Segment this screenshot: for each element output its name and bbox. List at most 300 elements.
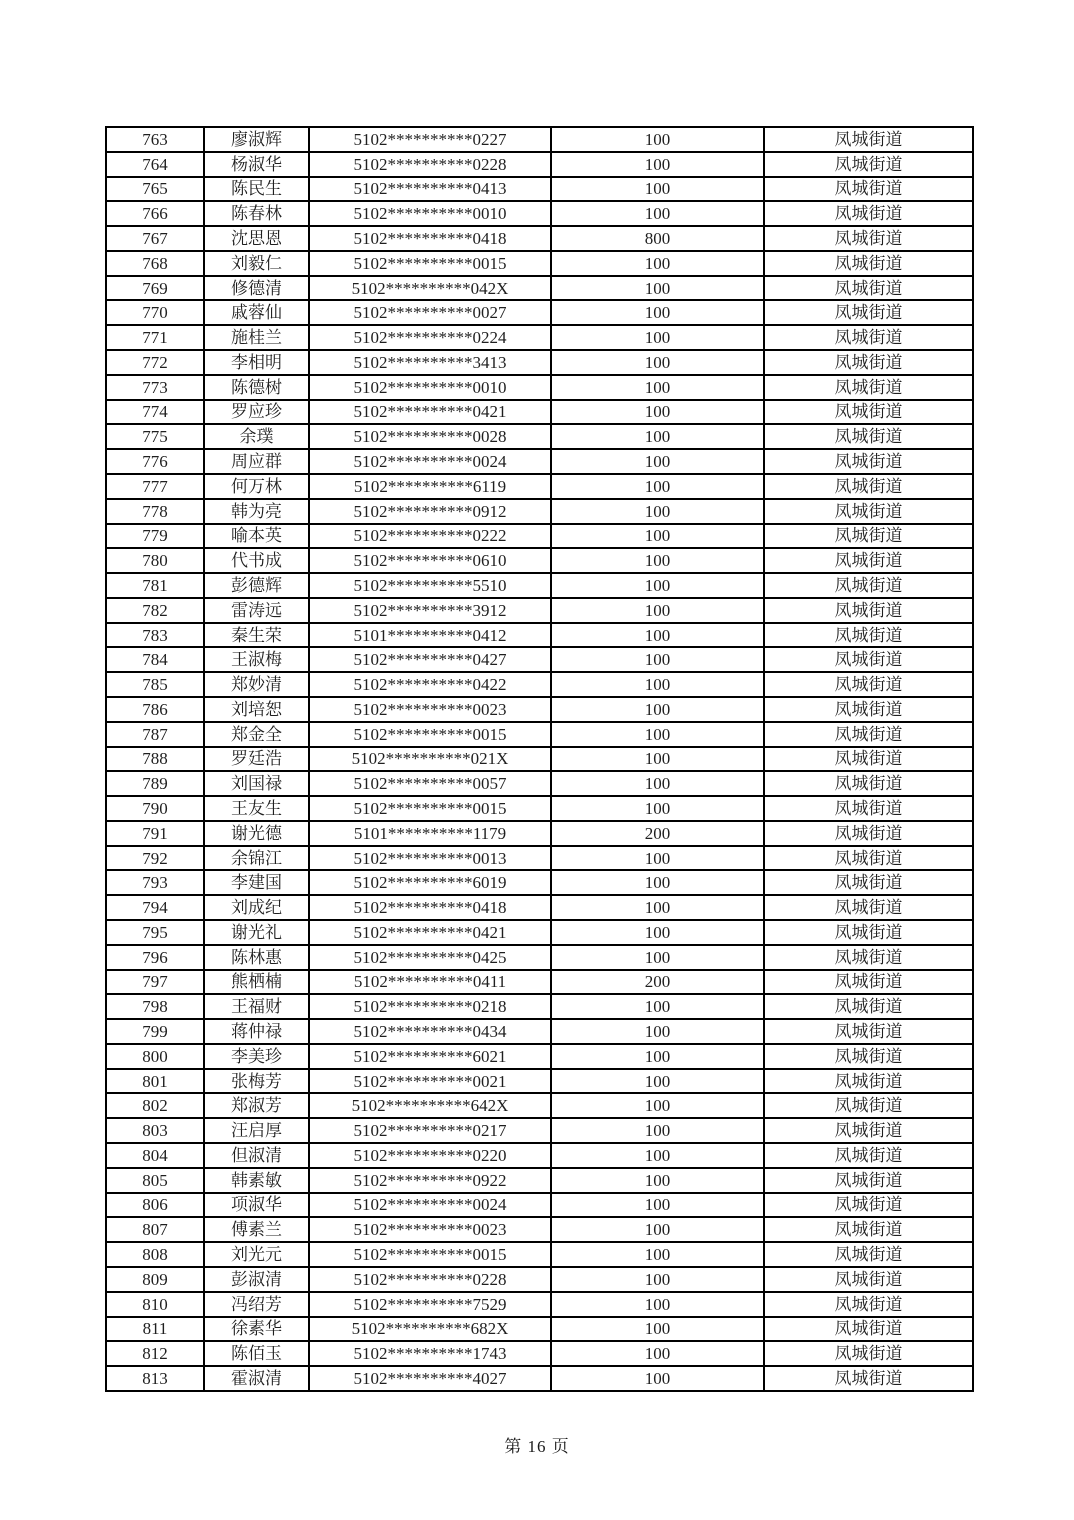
table-cell: 774 bbox=[106, 400, 204, 425]
table-cell: 凤城街道 bbox=[764, 1118, 973, 1143]
table-cell: 5102**********0021 bbox=[309, 1069, 551, 1094]
table-cell: 5102**********0028 bbox=[309, 424, 551, 449]
table-cell: 812 bbox=[106, 1341, 204, 1366]
table-cell: 768 bbox=[106, 251, 204, 276]
table-cell: 凤城街道 bbox=[764, 945, 973, 970]
table-cell: 5102**********682X bbox=[309, 1317, 551, 1342]
table-cell: 凤城街道 bbox=[764, 226, 973, 251]
table-cell: 100 bbox=[551, 251, 764, 276]
table-cell: 778 bbox=[106, 499, 204, 524]
table-cell: 凤城街道 bbox=[764, 1143, 973, 1168]
table-cell: 777 bbox=[106, 474, 204, 499]
table-cell: 凤城街道 bbox=[764, 449, 973, 474]
table-cell: 806 bbox=[106, 1193, 204, 1218]
table-cell: 廖淑辉 bbox=[204, 127, 309, 152]
table-cell: 余璞 bbox=[204, 424, 309, 449]
table-row bbox=[106, 994, 973, 1019]
table-cell: 凤城街道 bbox=[764, 647, 973, 672]
table-cell: 杨淑华 bbox=[204, 152, 309, 177]
table-cell: 凤城街道 bbox=[764, 424, 973, 449]
table-row bbox=[106, 424, 973, 449]
table-cell: 刘光元 bbox=[204, 1242, 309, 1267]
table-cell: 王福财 bbox=[204, 994, 309, 1019]
table-cell: 100 bbox=[551, 920, 764, 945]
table-cell: 凤城街道 bbox=[764, 1193, 973, 1218]
table-cell: 5102**********0422 bbox=[309, 672, 551, 697]
table-cell: 100 bbox=[551, 1069, 764, 1094]
table-cell: 766 bbox=[106, 201, 204, 226]
table-cell: 807 bbox=[106, 1217, 204, 1242]
table-cell: 100 bbox=[551, 697, 764, 722]
table-cell: 凤城街道 bbox=[764, 1242, 973, 1267]
table-cell: 凤城街道 bbox=[764, 350, 973, 375]
table-row bbox=[106, 276, 973, 301]
table-row bbox=[106, 672, 973, 697]
table-cell: 霍淑清 bbox=[204, 1366, 309, 1391]
table-cell: 凤城街道 bbox=[764, 548, 973, 573]
table-cell: 802 bbox=[106, 1093, 204, 1118]
table-cell: 5102**********0015 bbox=[309, 722, 551, 747]
table-row bbox=[106, 1267, 973, 1292]
table-cell: 凤城街道 bbox=[764, 870, 973, 895]
table-cell: 刘成纪 bbox=[204, 895, 309, 920]
table-cell: 100 bbox=[551, 400, 764, 425]
table-cell: 李美珍 bbox=[204, 1044, 309, 1069]
table-row bbox=[106, 647, 973, 672]
table-row bbox=[106, 895, 973, 920]
table-cell: 809 bbox=[106, 1267, 204, 1292]
table-cell: 100 bbox=[551, 1118, 764, 1143]
table-cell: 5102**********0421 bbox=[309, 920, 551, 945]
table-cell: 5102**********0015 bbox=[309, 251, 551, 276]
table-row bbox=[106, 1044, 973, 1069]
table-cell: 郑淑芳 bbox=[204, 1093, 309, 1118]
table-cell: 凤城街道 bbox=[764, 251, 973, 276]
table-cell: 5102**********0411 bbox=[309, 970, 551, 995]
table-cell: 801 bbox=[106, 1069, 204, 1094]
table-cell: 郑金全 bbox=[204, 722, 309, 747]
table-cell: 100 bbox=[551, 350, 764, 375]
table-cell: 100 bbox=[551, 1019, 764, 1044]
table-cell: 805 bbox=[106, 1168, 204, 1193]
table-cell: 凤城街道 bbox=[764, 895, 973, 920]
table-cell: 雷涛远 bbox=[204, 598, 309, 623]
table-row bbox=[106, 1069, 973, 1094]
table-cell: 凤城街道 bbox=[764, 1168, 973, 1193]
table-cell: 汪启厚 bbox=[204, 1118, 309, 1143]
table-cell: 100 bbox=[551, 548, 764, 573]
table-cell: 5102**********0418 bbox=[309, 226, 551, 251]
table-cell: 凤城街道 bbox=[764, 1069, 973, 1094]
table-cell: 100 bbox=[551, 647, 764, 672]
table-cell: 765 bbox=[106, 177, 204, 202]
table-cell: 100 bbox=[551, 524, 764, 549]
table-cell: 100 bbox=[551, 895, 764, 920]
table-row bbox=[106, 325, 973, 350]
roster-table-body bbox=[106, 127, 973, 1391]
table-cell: 5102**********0024 bbox=[309, 1193, 551, 1218]
table-row bbox=[106, 152, 973, 177]
table-cell: 刘毅仁 bbox=[204, 251, 309, 276]
table-row bbox=[106, 1019, 973, 1044]
table-cell: 项淑华 bbox=[204, 1193, 309, 1218]
table-cell: 凤城街道 bbox=[764, 796, 973, 821]
table-cell: 100 bbox=[551, 1168, 764, 1193]
table-row bbox=[106, 623, 973, 648]
table-cell: 凤城街道 bbox=[764, 970, 973, 995]
table-cell: 施桂兰 bbox=[204, 325, 309, 350]
table-cell: 凤城街道 bbox=[764, 573, 973, 598]
table-cell: 779 bbox=[106, 524, 204, 549]
table-cell: 803 bbox=[106, 1118, 204, 1143]
table-cell: 804 bbox=[106, 1143, 204, 1168]
table-row bbox=[106, 1341, 973, 1366]
table-cell: 100 bbox=[551, 672, 764, 697]
table-cell: 秦生荣 bbox=[204, 623, 309, 648]
table-cell: 凤城街道 bbox=[764, 201, 973, 226]
table-row bbox=[106, 747, 973, 772]
table-cell: 王淑梅 bbox=[204, 647, 309, 672]
table-cell: 凤城街道 bbox=[764, 623, 973, 648]
table-cell: 808 bbox=[106, 1242, 204, 1267]
table-cell: 罗廷浩 bbox=[204, 747, 309, 772]
table-cell: 张梅芳 bbox=[204, 1069, 309, 1094]
table-row bbox=[106, 375, 973, 400]
table-cell: 凤城街道 bbox=[764, 152, 973, 177]
table-cell: 783 bbox=[106, 623, 204, 648]
table-cell: 修德清 bbox=[204, 276, 309, 301]
table-cell: 5102**********0220 bbox=[309, 1143, 551, 1168]
table-cell: 余锦江 bbox=[204, 846, 309, 871]
table-cell: 773 bbox=[106, 375, 204, 400]
table-cell: 810 bbox=[106, 1292, 204, 1317]
table-cell: 813 bbox=[106, 1366, 204, 1391]
table-cell: 彭淑清 bbox=[204, 1267, 309, 1292]
table-cell: 5102**********0912 bbox=[309, 499, 551, 524]
table-cell: 郑妙清 bbox=[204, 672, 309, 697]
table-row bbox=[106, 548, 973, 573]
table-cell: 5102**********0922 bbox=[309, 1168, 551, 1193]
table-cell: 5102**********0010 bbox=[309, 201, 551, 226]
table-cell: 100 bbox=[551, 1317, 764, 1342]
table-cell: 凤城街道 bbox=[764, 672, 973, 697]
table-row bbox=[106, 945, 973, 970]
table-cell: 794 bbox=[106, 895, 204, 920]
table-cell: 凤城街道 bbox=[764, 1341, 973, 1366]
table-cell: 戚蓉仙 bbox=[204, 300, 309, 325]
table-row bbox=[106, 1217, 973, 1242]
table-row bbox=[106, 870, 973, 895]
table-cell: 5102**********1743 bbox=[309, 1341, 551, 1366]
table-row bbox=[106, 1317, 973, 1342]
table-cell: 788 bbox=[106, 747, 204, 772]
table-row bbox=[106, 1168, 973, 1193]
table-cell: 772 bbox=[106, 350, 204, 375]
table-row bbox=[106, 127, 973, 152]
table-cell: 100 bbox=[551, 1341, 764, 1366]
table-cell: 5102**********0010 bbox=[309, 375, 551, 400]
table-cell: 凤城街道 bbox=[764, 1217, 973, 1242]
table-cell: 800 bbox=[106, 1044, 204, 1069]
table-cell: 796 bbox=[106, 945, 204, 970]
table-cell: 谢光礼 bbox=[204, 920, 309, 945]
table-cell: 767 bbox=[106, 226, 204, 251]
table-cell: 5102**********0228 bbox=[309, 152, 551, 177]
table-cell: 彭德辉 bbox=[204, 573, 309, 598]
table-cell: 5102**********5510 bbox=[309, 573, 551, 598]
table-cell: 786 bbox=[106, 697, 204, 722]
table-cell: 韩素敏 bbox=[204, 1168, 309, 1193]
table-cell: 5102**********4027 bbox=[309, 1366, 551, 1391]
table-row bbox=[106, 1242, 973, 1267]
table-cell: 763 bbox=[106, 127, 204, 152]
table-cell: 凤城街道 bbox=[764, 1044, 973, 1069]
table-cell: 凤城街道 bbox=[764, 375, 973, 400]
table-cell: 797 bbox=[106, 970, 204, 995]
table-cell: 凤城街道 bbox=[764, 920, 973, 945]
table-cell: 100 bbox=[551, 994, 764, 1019]
table-cell: 785 bbox=[106, 672, 204, 697]
table-cell: 100 bbox=[551, 747, 764, 772]
table-cell: 100 bbox=[551, 201, 764, 226]
table-cell: 5102**********0228 bbox=[309, 1267, 551, 1292]
table-cell: 5102**********0418 bbox=[309, 895, 551, 920]
table-row bbox=[106, 177, 973, 202]
table-cell: 5102**********6019 bbox=[309, 870, 551, 895]
table-cell: 100 bbox=[551, 796, 764, 821]
table-cell: 764 bbox=[106, 152, 204, 177]
table-cell: 100 bbox=[551, 300, 764, 325]
table-row bbox=[106, 251, 973, 276]
table-cell: 5101**********1179 bbox=[309, 821, 551, 846]
table-cell: 凤城街道 bbox=[764, 598, 973, 623]
table-cell: 100 bbox=[551, 1093, 764, 1118]
page-number: 第 16 页 bbox=[504, 1437, 570, 1456]
table-cell: 782 bbox=[106, 598, 204, 623]
table-cell: 凤城街道 bbox=[764, 821, 973, 846]
table-cell: 5102**********0421 bbox=[309, 400, 551, 425]
table-cell: 791 bbox=[106, 821, 204, 846]
table-cell: 5102**********642X bbox=[309, 1093, 551, 1118]
table-row bbox=[106, 846, 973, 871]
table-row bbox=[106, 1292, 973, 1317]
table-cell: 何万林 bbox=[204, 474, 309, 499]
table-cell: 781 bbox=[106, 573, 204, 598]
table-cell: 5102**********0027 bbox=[309, 300, 551, 325]
table-cell: 蒋仲禄 bbox=[204, 1019, 309, 1044]
table-cell: 5101**********0412 bbox=[309, 623, 551, 648]
table-row bbox=[106, 449, 973, 474]
table-cell: 陈林惠 bbox=[204, 945, 309, 970]
table-cell: 凤城街道 bbox=[764, 697, 973, 722]
table-cell: 100 bbox=[551, 449, 764, 474]
table-cell: 784 bbox=[106, 647, 204, 672]
table-cell: 陈民生 bbox=[204, 177, 309, 202]
table-cell: 但淑清 bbox=[204, 1143, 309, 1168]
table-cell: 徐素华 bbox=[204, 1317, 309, 1342]
table-cell: 5102**********0013 bbox=[309, 846, 551, 871]
table-cell: 凤城街道 bbox=[764, 722, 973, 747]
table-cell: 798 bbox=[106, 994, 204, 1019]
table-cell: 795 bbox=[106, 920, 204, 945]
table-cell: 凤城街道 bbox=[764, 1019, 973, 1044]
table-cell: 5102**********0610 bbox=[309, 548, 551, 573]
table-cell: 5102**********0218 bbox=[309, 994, 551, 1019]
table-cell: 5102**********0224 bbox=[309, 325, 551, 350]
table-cell: 冯绍芳 bbox=[204, 1292, 309, 1317]
table-cell: 790 bbox=[106, 796, 204, 821]
table-cell: 100 bbox=[551, 573, 764, 598]
table-cell: 811 bbox=[106, 1317, 204, 1342]
table-cell: 5102**********0434 bbox=[309, 1019, 551, 1044]
table-cell: 100 bbox=[551, 846, 764, 871]
table-row bbox=[106, 697, 973, 722]
table-cell: 100 bbox=[551, 722, 764, 747]
table-cell: 5102**********0023 bbox=[309, 1217, 551, 1242]
table-cell: 凤城街道 bbox=[764, 325, 973, 350]
table-cell: 799 bbox=[106, 1019, 204, 1044]
table-cell: 刘国禄 bbox=[204, 771, 309, 796]
table-cell: 100 bbox=[551, 499, 764, 524]
table-row bbox=[106, 920, 973, 945]
table-cell: 凤城街道 bbox=[764, 499, 973, 524]
table-row bbox=[106, 1366, 973, 1391]
table-cell: 5102**********0427 bbox=[309, 647, 551, 672]
table-cell: 凤城街道 bbox=[764, 474, 973, 499]
table-cell: 100 bbox=[551, 771, 764, 796]
table-cell: 100 bbox=[551, 1044, 764, 1069]
table-cell: 200 bbox=[551, 821, 764, 846]
table-cell: 王友生 bbox=[204, 796, 309, 821]
table-cell: 5102**********0222 bbox=[309, 524, 551, 549]
table-cell: 陈春林 bbox=[204, 201, 309, 226]
table-cell: 凤城街道 bbox=[764, 1093, 973, 1118]
table-cell: 780 bbox=[106, 548, 204, 573]
table-cell: 凤城街道 bbox=[764, 300, 973, 325]
table-cell: 凤城街道 bbox=[764, 1317, 973, 1342]
table-cell: 792 bbox=[106, 846, 204, 871]
table-row bbox=[106, 350, 973, 375]
table-cell: 5102**********0413 bbox=[309, 177, 551, 202]
table-row bbox=[106, 821, 973, 846]
table-cell: 罗应珍 bbox=[204, 400, 309, 425]
table-cell: 100 bbox=[551, 598, 764, 623]
table-cell: 100 bbox=[551, 1267, 764, 1292]
table-cell: 凤城街道 bbox=[764, 1267, 973, 1292]
table-cell: 凤城街道 bbox=[764, 1366, 973, 1391]
table-row bbox=[106, 201, 973, 226]
table-cell: 5102**********0057 bbox=[309, 771, 551, 796]
table-cell: 凤城街道 bbox=[764, 524, 973, 549]
table-cell: 100 bbox=[551, 127, 764, 152]
table-cell: 100 bbox=[551, 945, 764, 970]
table-cell: 100 bbox=[551, 870, 764, 895]
table-cell: 沈思恩 bbox=[204, 226, 309, 251]
table-row bbox=[106, 300, 973, 325]
table-cell: 775 bbox=[106, 424, 204, 449]
table-cell: 凤城街道 bbox=[764, 276, 973, 301]
table-row bbox=[106, 970, 973, 995]
table-row bbox=[106, 722, 973, 747]
table-cell: 熊栖楠 bbox=[204, 970, 309, 995]
table-row bbox=[106, 1118, 973, 1143]
table-cell: 789 bbox=[106, 771, 204, 796]
table-cell: 100 bbox=[551, 1193, 764, 1218]
table-cell: 5102**********3912 bbox=[309, 598, 551, 623]
table-cell: 陈佰玉 bbox=[204, 1341, 309, 1366]
table-cell: 100 bbox=[551, 276, 764, 301]
table-cell: 5102**********6119 bbox=[309, 474, 551, 499]
table-cell: 5102**********0015 bbox=[309, 1242, 551, 1267]
table-cell: 陈德树 bbox=[204, 375, 309, 400]
table-cell: 200 bbox=[551, 970, 764, 995]
table-row bbox=[106, 499, 973, 524]
table-cell: 傅素兰 bbox=[204, 1217, 309, 1242]
table-cell: 100 bbox=[551, 623, 764, 648]
table-cell: 5102**********0217 bbox=[309, 1118, 551, 1143]
table-cell: 793 bbox=[106, 870, 204, 895]
table-cell: 776 bbox=[106, 449, 204, 474]
table-cell: 100 bbox=[551, 375, 764, 400]
table-cell: 100 bbox=[551, 424, 764, 449]
table-cell: 800 bbox=[551, 226, 764, 251]
table-cell: 5102**********0024 bbox=[309, 449, 551, 474]
table-row bbox=[106, 1093, 973, 1118]
roster-table bbox=[105, 126, 974, 1392]
table-row bbox=[106, 524, 973, 549]
table-cell: 100 bbox=[551, 177, 764, 202]
table-cell: 凤城街道 bbox=[764, 846, 973, 871]
table-cell: 771 bbox=[106, 325, 204, 350]
table-cell: 刘培恕 bbox=[204, 697, 309, 722]
table-cell: 5102**********3413 bbox=[309, 350, 551, 375]
table-cell: 凤城街道 bbox=[764, 1292, 973, 1317]
table-cell: 凤城街道 bbox=[764, 400, 973, 425]
table-cell: 100 bbox=[551, 1366, 764, 1391]
table-row bbox=[106, 598, 973, 623]
table-cell: 李建国 bbox=[204, 870, 309, 895]
table-row bbox=[106, 771, 973, 796]
table-row bbox=[106, 226, 973, 251]
table-cell: 韩为亮 bbox=[204, 499, 309, 524]
table-cell: 100 bbox=[551, 1217, 764, 1242]
table-cell: 凤城街道 bbox=[764, 747, 973, 772]
table-row bbox=[106, 400, 973, 425]
table-cell: 770 bbox=[106, 300, 204, 325]
table-cell: 凤城街道 bbox=[764, 127, 973, 152]
table-cell: 周应群 bbox=[204, 449, 309, 474]
table-cell: 代书成 bbox=[204, 548, 309, 573]
table-cell: 5102**********6021 bbox=[309, 1044, 551, 1069]
table-cell: 李相明 bbox=[204, 350, 309, 375]
table-cell: 5102**********0015 bbox=[309, 796, 551, 821]
table-cell: 凤城街道 bbox=[764, 177, 973, 202]
table-cell: 769 bbox=[106, 276, 204, 301]
table-row bbox=[106, 1143, 973, 1168]
table-cell: 5102**********7529 bbox=[309, 1292, 551, 1317]
table-cell: 5102**********042X bbox=[309, 276, 551, 301]
table-cell: 5102**********021X bbox=[309, 747, 551, 772]
table-cell: 100 bbox=[551, 1242, 764, 1267]
table-cell: 100 bbox=[551, 1292, 764, 1317]
table-cell: 5102**********0023 bbox=[309, 697, 551, 722]
table-cell: 谢光德 bbox=[204, 821, 309, 846]
table-row bbox=[106, 573, 973, 598]
table-cell: 凤城街道 bbox=[764, 771, 973, 796]
table-cell: 100 bbox=[551, 152, 764, 177]
table-cell: 787 bbox=[106, 722, 204, 747]
table-cell: 100 bbox=[551, 474, 764, 499]
